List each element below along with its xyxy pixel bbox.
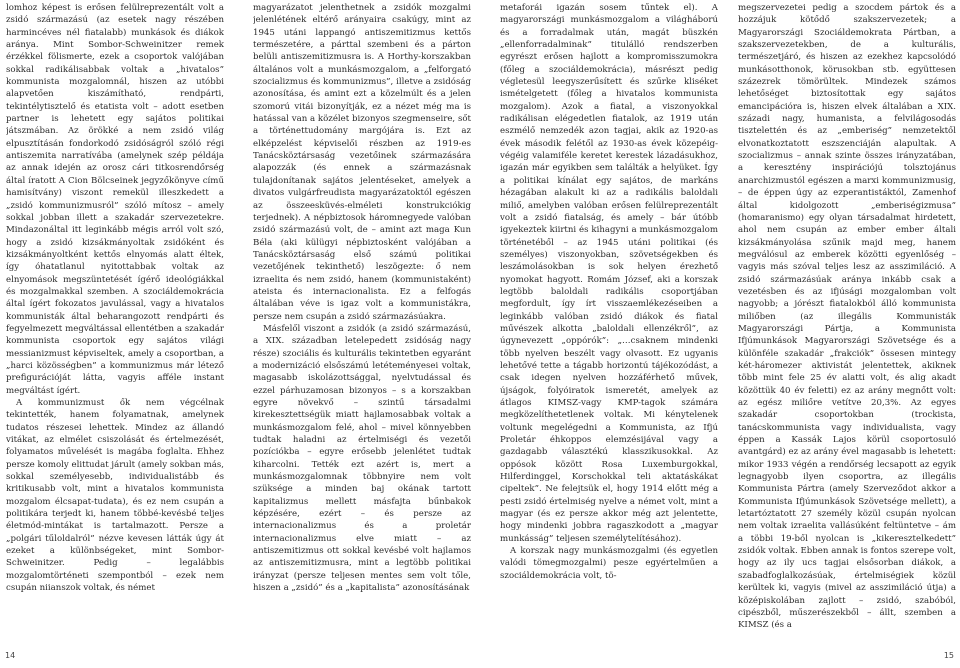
paragraph: megszervezetei pedig a szocdem pártok és a hozzájuk kötődő szakszervezetek; a Magyarországi Szociáldemokrata Pártban, a szakszervezetekben, de a kulturális, természetjáró, és hiszen az ezekhez kapcsolódó munkásotthonok, körusokban stb. együttesen százezrek tömörültek. Mindezek számos lehetőséget biztosítottak egy sajátos emancipációra is, hiszen elvek általában a XIX. századi nagy, humanista, a felvilágosodás tisztelettén és az „emberiség” nemzetektől elvonatkoztatott eszszenciáján alapultak. A szocializmus – annak szinte összes irányzatában, a keresztény inspirációjú tolsztojánus anarchizmustól egészen a marxi kommunizmusig, – de éppen úgy az ezperantistáktól, Zamenhof által kidolgozott „emberiségizmusa” (homaranismo) egy olyan társadalmat hirdetett, ahol nem csupán az ember ember általi kizsákmányolása szűnik majd meg, hanem megválósul az emberek közötti egyenlőség – vagyis más szóval teljes lesz az asszimiláció. A zsidó származásúak aránya inkább csak a vezetésben és az ifjúsági mozgalomban volt nagyobb; a jórészt fiatalokból álló kommunista miliőben (az illegális Kommunisták Magyarországi Pártja, a Kommunista Ifjúmunkások Magyarországi Szövetsége és a különféle szakadár „frakciók” össesen mintegy két-háromezer aktivistát jelentettek, akiknek több mint fele 25 év alatti volt, és alig akadt közöttük 40 év feletti) ez az arány megnőtt volt: az egész miliőre vetítve 20,3%. Az egyes szakadár csoportokban (trockista, tanácskommunista vagy individualista, vagy éppen a Kassák Lajos körül csoportosuló avantgárd) ez az arány ével magasabb is lehetett: mikor 1933 végén a rendőrség lecsapott az egyik legnagyobb ilyen csoportra, az illegális Kommunista Pártra (amely Szerveződot akkor a Kommunista Ifjúmunkások Szövetsége mellett), a letartóztatott 27 személy közül csupán nyolcan nem voltak izraelita vallásúként feltüntetve – ám a többi 19-ből nyolcan is „kikeresztelkedett” zsidók voltak. Ebben annak is fontos szerepe volt, hogy az ily ucs tagjai elsősorban diákok, a szabadfoglalkozásúak, értelmiségiek közül kerültek ki, vagyis (mivel az asszimiláció útja) a középiskolában zajlott – zsidó, szabóból, cipészből, műszerészekből – állt, szemben a KIMSZ (és a [738,3,956,630]
paragraph: Másfelől viszont a zsidók (a zsidó származású, a XIX. században letelepedett zsidóság nagy része) szociális és kulturális tekintetben egyaránt a modernizáció elsőszámú letéteményesei voltak, magasabb iskolázottsággal, nyelvtudással és ezzel párhuzamosan bizonyos – s a korszakban egyre növekvő – szintű társadalmi kirekesztettségük miatt hajlamosabbak voltak a munkásmozgalom felé, ahol – mivel könnyebben tudtak haladni az értelmiségi és vezetői pozíciókba – egyre erősebb jelenlétet tudtak kiharcolni. Tették ezt azért is, mert a munkásmozgalomnak többnyire nem volt szüksége a minden baj okának tartott kapitalizmus mellett másfajta bűnbakok képzésére, ezért – és persze az internacionalizmus és a proletár internacionalizmus elve miatt – az antiszemitizmus ott sokkal kevésbé volt hajlamos az antiszemitizmusra, mint a legtöbb politikai irányzat (persze teljesen mentes sem volt tőle, hiszen a „zsidó” és a „kapitalista” azonosításának [253,323,471,594]
text-column-2 [253,2,471,630]
page-number-left: 14 [5,651,16,660]
paragraph: A kommunizmust ők nem végcélnak tekintették, hanem folyamatnak, amelynek tudatos részesei lehettek. Mindez az állandó vitákat, az elmélet csiszolását és értelmezését, folyamatos művelését is magába foglalta. Ehhez persze komoly elittudat járult (amely sokban más, sokkal személyesebb, individualistább és kritikusabb volt, mint a hivatalos kommunista mozgalom élcsapat-tudata), és ez nem csupán a politikára terjedt ki, hanem többé-kevésbé teljes életmód-mintákat is tartalmazott. Persze a „polgári tűloldalról” nézve kevesen látták úgy át ezeket a különbségeket, mint Sombor-Schweinitzer. Pedig – legalábbis mozgalomtörténeti szempontból – ezek nem csupán niianszok voltak, és német [6,398,224,594]
paragraph: metaforái igazán sosem tűntek el). A magyarországi munkásmozgalom a világháború és a forradalmak után, magát büszkén „ellenforradalminak” titulálló rendszerben egyrészt erősen hajlott a kompromisszumokra (főleg a szociáldemokrácia), másrészt pedig végletesül leegyszerűsített és szűrke kliséket ismételgetett (főleg a hivatalos kommunista mozgalom). Azok a fiatal, a viszonyokkal radikálisan elégedetlen fiatalok, az 1919 után eszmélő nemzedék azon tagjai, akik az 1920-as évek második felétől az 1930-as évek közepéig-végéig valamiféle keretet kerestek lázadásukhoz, igazán már egyikben sem találták a helyüket. Így a politikai kínálat egy sajátos, de markáns hézagában alakult ki az a radikális baloldali miliő, amelyben valóban erősen felülreprezentált volt a zsidó fiatalság, és amely – bár útóbb igyekeztek kiirtni és kihagyni a munkásmozgalom történetéből – az 1945 utáni politikai (és személyes) viszonyokban, szövetségekben és leszámolásokban is sok helyen érezhető nyomokat hagyott. Romám József, aki a korszak legtöbb baloldali radikális csoportjában megfordult, így írt visszaemlékezéseiben a leginkább valóban zsidó diákok és fiatal művészek alkotta „baloldali ellenzékről”, az úgynevezett „oppórók”: „…csaknem mindenki több nyelven beszélt vagy olvasott. Ez ugyanis lehetővé tette a tágabb horizontú tájékozódást, a csak idegen nyelven hozzáférhető művek, újságok, folyóiratok ismeretét, amelyek az átlagos KIMSZ-vagy KMP-tagok számára megközelíthetetlenek voltak. Mi kénytelenek voltunk megelégedni a Kommunista, az Ifjú Proletár éhkoppos elemzésijával vagy a gazdagabb választékú klasszikusokkal. Az oppósok között Rosa Luxemburgokkal, Hilferdinggel, Korschokkal teli aktatáskákat cipeltek”. Ne felejtsük el, hogy 1914 előtt még a pesti zsidó értelmiség nyelve a német volt, mint a magyar (és ez persze akkor még azt jelentette, hogy mindenki jobbra ragaszkodott a „magyar munkásság” teljesen személytelítésához). [500,3,718,544]
text-column-4 [738,2,956,630]
text-column-3 [500,2,718,630]
paragraph: A korszak nagy munkásmozgalmi (és egyetlen valódi tömegmozgalmi) pesze egyértelműen a szociáldemokrácia volt, tö- [500,546,718,581]
paragraph: lomhoz képest is erősen felülreprezentált volt a zsidó származású (az esetek nagy részében harmincéves nél fiatalabb) munkások és diákok aránya. Mint Sombor-Schweinitzer remek érzékkel fölismerte, ezek a csoportok valójában sokkal radikálisabbak voltak a „hivatalos” kommunista mozgalomnál, hiszen az utóbbi alapvetően kiszámítható, rendpárti, tekintélytisztelő és etatista volt – adott esetben partner is lehetett egy sajátos politikai játszmában. Az örökké a nem zsidó világ elpusztításán fondorkodó zsidóságról szóló régi antiszemita narratívába (amelynek szép példája az annak idején az orosz cári titkosrendőrség által íratott A Cion Bölcseinek jegyzőkönyve című hamisítvány) viszont remekül illeszkedett a „zsidó kommunizmusról” szóló mítosz – amely sokkal jobban illett a szakadár szervezetekre. Mindazonáltal itt leginkább mégis arról volt szó, hogy a zsidó kizsákmányoltak zsidóként és kizsákmányoltként kettős elnyomás alatt éltek, így óhatatlanul nyitottabbak voltak az elnyomások megszüntetését ígérő ideológiákkal és mozgalmakkal szemben. A szociáldemokrácia által ígért fokozatos javulással, vagy a hivatalos kommunisták által beharangozott rendpárti és fegyelmezett megváltással ellentétben a szakadár kommunista csoportok egy sajátos világi messianizmust képviseltek, amely a csoportban, a „harci közösségben” a kommunizmus már létező prefigurációját látta, vagyis afféle instant megváltást ígért. [6,3,224,396]
paragraph: magyarázatot jelenthetnek a zsidók mozgalmi jelenlétének eltérő arányaira csakúgy, mint az 1945 utáni lappangó antiszemitizmus kettős természetére, a párttal szembeni és a párton belüli antiszemitizmusra is. A Horthy-korszakban általános volt a munkásmozgalom, a „felforgató szocializmus és kommunizmus”, illetve a zsidóság azonosítása, és amint ezt a közelmúlt és a jelen szomorú vitái bizonyítják, ez a nézet még ma is hatással van a közélet bizonyos szegmenseire, sőt a történettudomány margójára is. Ezt az elképzelést képviselői részben az 1919-es Tanácsköztársaság vezetőinek származására alapozzák (és ennek a származásnak tulajdonítanak sajátos jelentéseket, amelyek a divatos vulgárfreudista magyarázatoktól egészen az összeesküvés-elméleti konstrukciókig terjednek). A népbiztosok háromnegyede valóban zsidó származású volt, de – amint azt maga Kun Béla (aki külügyi népbiztosként valójában a Tanácsköztársaság első számú politikai vezetőjének tekinthető) leszögezte: ő nem izraelita és nem zsidó, hanem (kommunistaként) ateista és internacionalista. Ez a felfogás általában véve is igaz volt a kommunistákra, persze nem csupán a zsidó származásúakra. [253,3,471,322]
text-column-1 [6,2,224,630]
page-gutter [478,0,482,668]
page-number-right: 15 [943,651,954,660]
